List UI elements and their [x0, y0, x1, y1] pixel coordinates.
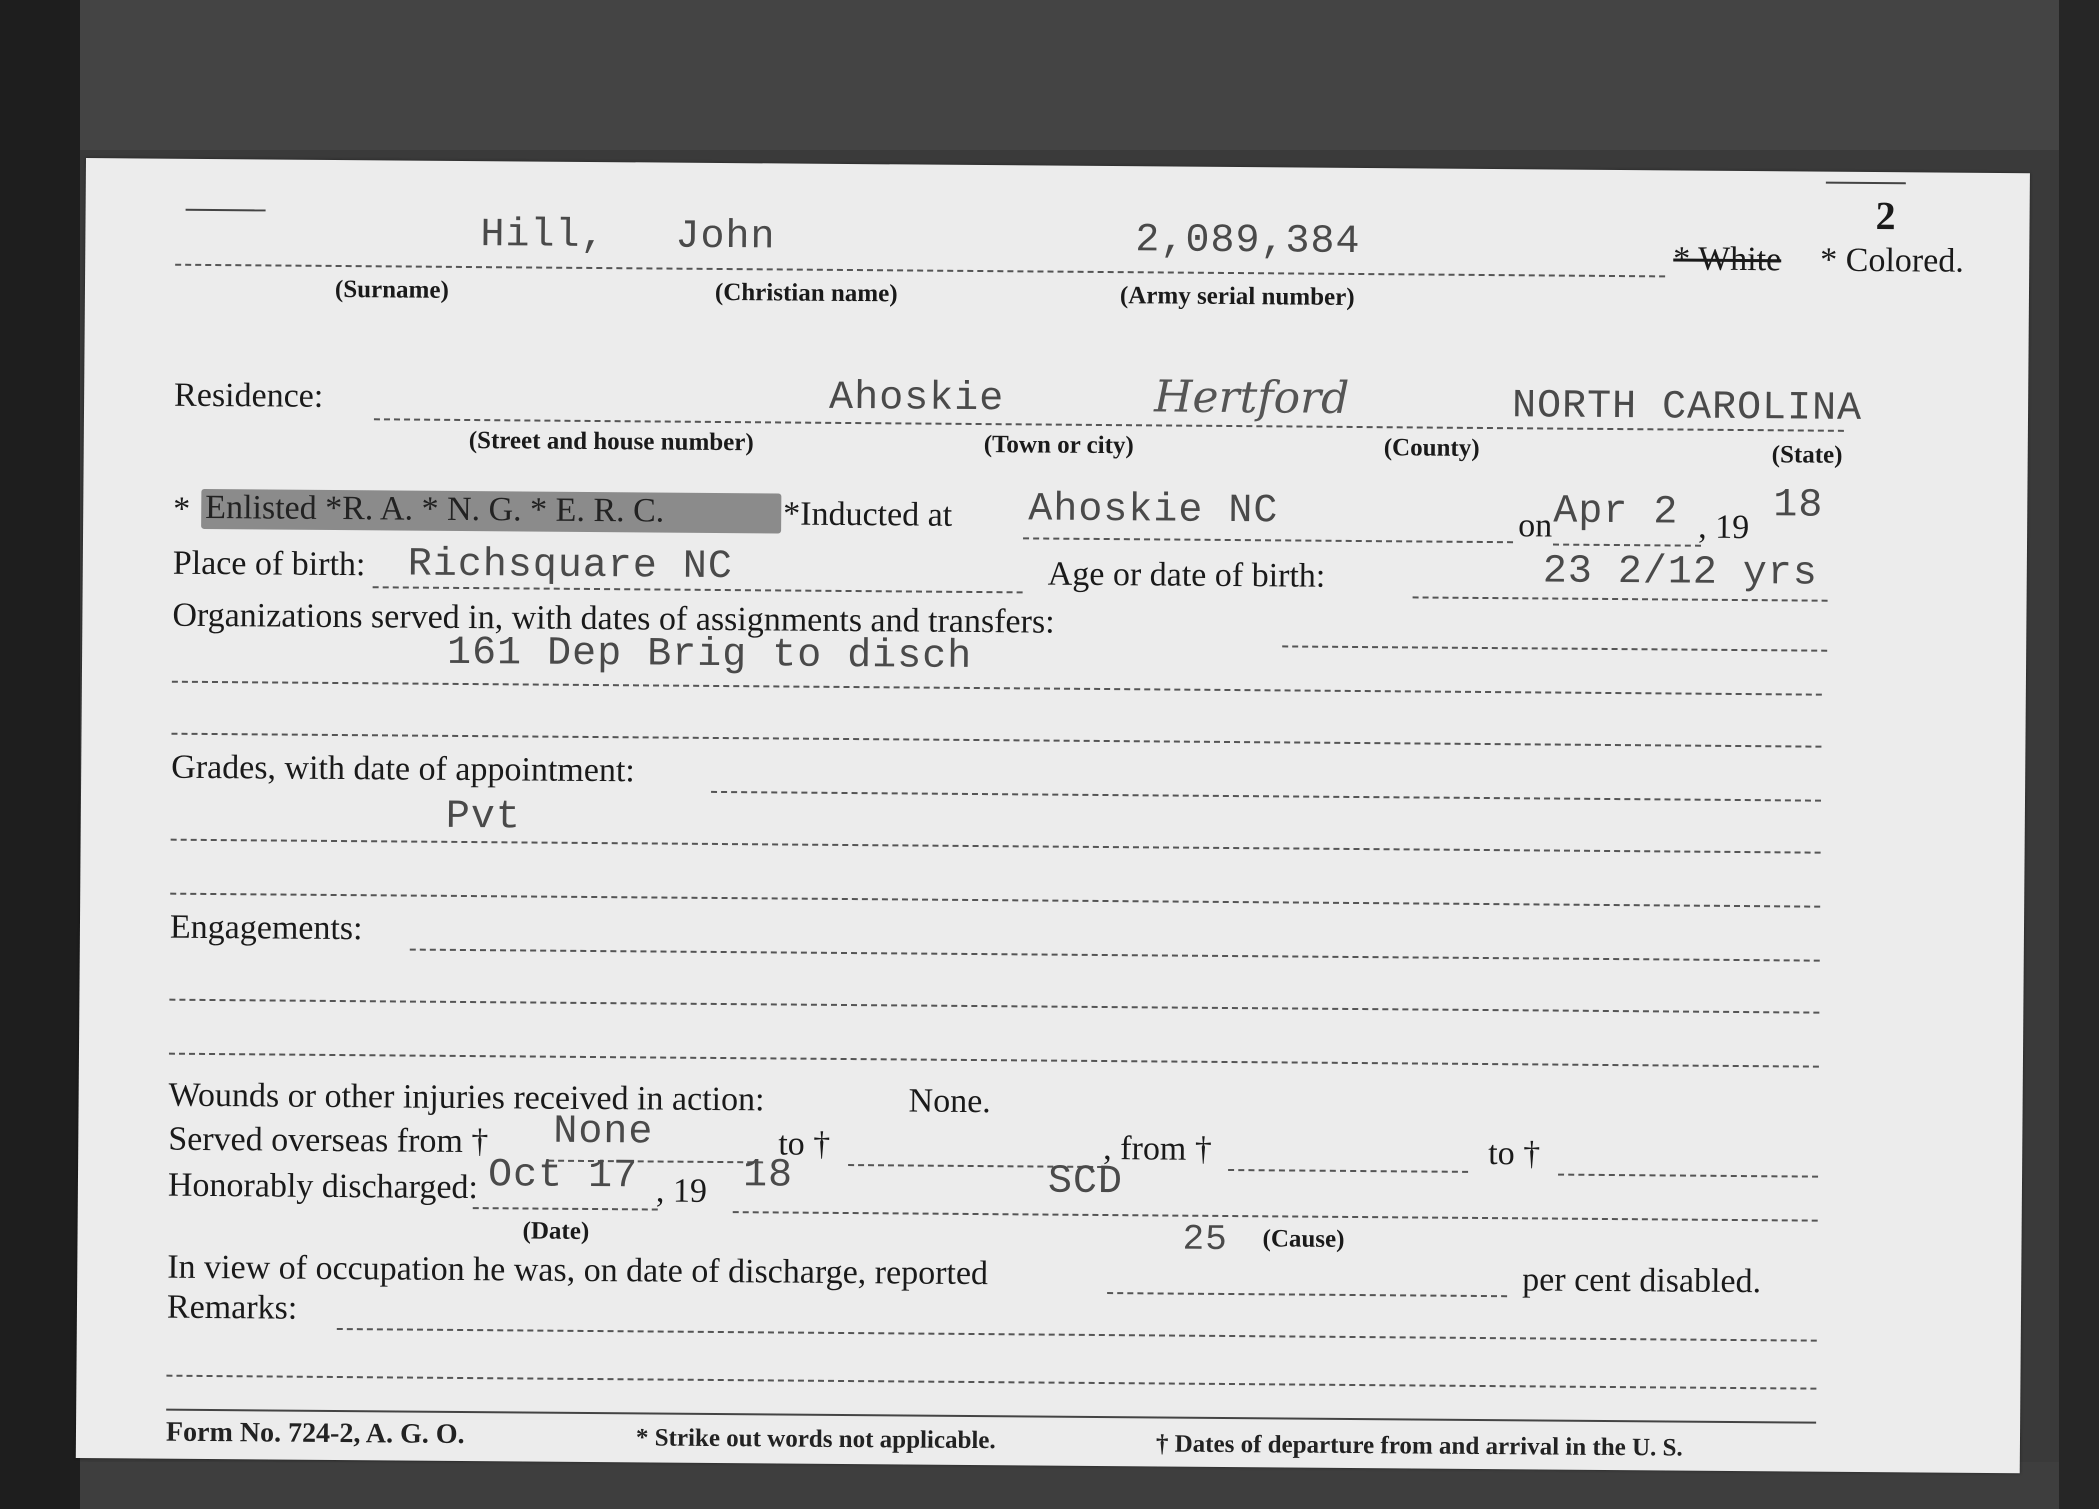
top-left-rule	[186, 209, 266, 212]
disability-suffix: per cent disabled.	[1522, 1261, 1762, 1301]
overseas-label: Served overseas from †	[168, 1120, 489, 1161]
remarks-line-1	[337, 1328, 1817, 1342]
background-right	[2059, 0, 2099, 1509]
remarks-line-2	[166, 1375, 1816, 1390]
discharge-date: Oct 17	[487, 1153, 639, 1200]
age-label: Age or date of birth:	[1047, 555, 1326, 595]
surname-value: Hill,	[480, 213, 606, 260]
residence-state: NORTH CAROLINA	[1511, 384, 1863, 432]
wounds-value: None.	[908, 1082, 991, 1121]
engagements-line-3	[169, 1053, 1819, 1068]
footer-note-dates: † Dates of departure from and arrival in the U. S.	[1155, 1430, 1683, 1462]
overseas-from-line-2	[1228, 1169, 1468, 1173]
residence-county: Hertford	[1153, 371, 1350, 424]
wounds-label: Wounds or other injuries received in action:	[168, 1076, 765, 1119]
engagements-line-2	[169, 999, 1819, 1014]
induction-year-prefix: , 19	[1698, 508, 1750, 547]
top-right-rule	[1826, 182, 1906, 185]
caption-surname: (Surname)	[334, 275, 449, 304]
overseas-from-value: None	[553, 1109, 654, 1156]
caption-town: (Town or city)	[983, 431, 1134, 460]
caption-cause: (Cause)	[1262, 1225, 1345, 1253]
age-line	[1413, 596, 1828, 601]
background-top	[80, 0, 2059, 150]
form-number: Form No. 724-2, A. G. O.	[165, 1416, 465, 1451]
organizations-line-3	[171, 733, 1821, 748]
inducted-label: *Inducted at	[783, 495, 953, 534]
grades-label: Grades, with date of appointment:	[171, 748, 635, 790]
caption-county: (County)	[1383, 434, 1480, 462]
remarks-label: Remarks:	[166, 1288, 298, 1327]
disability-line	[1107, 1292, 1507, 1297]
grades-line-1	[711, 791, 1821, 802]
discharge-cause-line	[733, 1211, 1818, 1222]
residence-town: Ahoskie	[828, 375, 1005, 423]
induction-year: 18	[1773, 483, 1824, 529]
engagements-label: Engagements:	[169, 908, 363, 948]
overseas-to-label-1: to †	[778, 1125, 831, 1163]
enlistment-options-struck: Enlisted *R. A. * N. G. * E. R. C.	[205, 488, 665, 530]
grades-line-2	[171, 839, 1821, 854]
discharge-date-line	[473, 1207, 658, 1210]
caption-serial: (Army serial number)	[1119, 282, 1355, 311]
organizations-value: 161 Dep Brig to disch	[446, 630, 973, 680]
enlisted-star: *	[173, 490, 191, 528]
organizations-line-1	[1282, 645, 1827, 651]
name-line	[175, 264, 1665, 278]
induction-date-line	[1553, 544, 1701, 547]
induction-date: Apr 2	[1553, 489, 1679, 536]
discharge-year: 18	[742, 1153, 794, 1199]
discharge-year-prefix: , 19	[655, 1172, 708, 1210]
disability-label: In view of occupation he was, on date of discharge, reported	[167, 1248, 989, 1293]
birthplace-label: Place of birth:	[172, 544, 366, 584]
birthplace-value: Richsquare NC	[407, 542, 734, 591]
footer-note-strike: * Strike out words not applicable.	[635, 1424, 996, 1455]
caption-state: (State)	[1771, 441, 1843, 469]
background-left	[0, 0, 80, 1509]
overseas-to-label-2: to †	[1488, 1135, 1541, 1173]
discharge-cause: SCD	[1047, 1159, 1124, 1206]
race-white-struck: * White	[1673, 240, 1782, 279]
inducted-line	[1023, 537, 1513, 543]
caption-christian-name: (Christian name)	[714, 278, 898, 308]
grades-line-3	[170, 893, 1820, 908]
disability-value: 25	[1182, 1218, 1228, 1260]
on-label: on	[1518, 507, 1553, 545]
inducted-place: Ahoskie NC	[1028, 487, 1279, 535]
residence-label: Residence:	[173, 376, 324, 415]
card-number: 2	[1875, 193, 1896, 239]
organizations-line-2	[172, 681, 1822, 696]
christian-name-value: John	[675, 214, 776, 261]
discharge-label: Honorably discharged:	[167, 1166, 479, 1207]
caption-street: (Street and house number)	[468, 427, 754, 457]
grades-value: Pvt	[445, 794, 522, 841]
organizations-label: Organizations served in, with dates of assignments and transfers:	[172, 596, 1055, 641]
race-colored: * Colored.	[1820, 241, 1964, 280]
age-value: 23 2/12 yrs	[1542, 549, 1819, 597]
engagements-line-1	[410, 949, 1820, 962]
service-record-card	[76, 158, 2030, 1473]
overseas-to-line-2	[1558, 1174, 1818, 1178]
caption-date: (Date)	[522, 1217, 590, 1245]
overseas-from-label-2: , from †	[1103, 1130, 1212, 1168]
serial-number-value: 2,089,384	[1135, 218, 1361, 266]
